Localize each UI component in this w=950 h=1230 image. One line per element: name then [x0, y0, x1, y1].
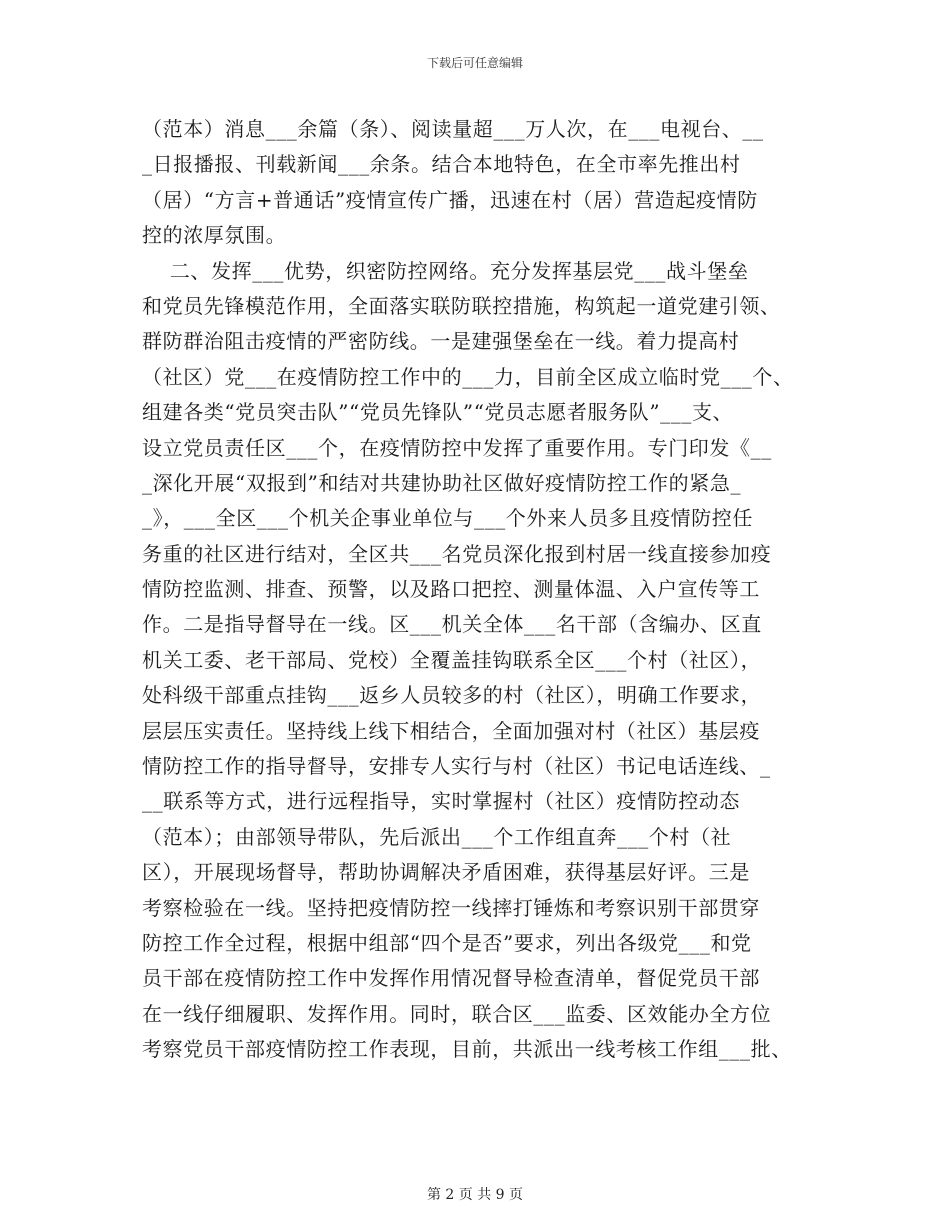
- text-line: 考察党员干部疫情防控工作表现，目前，共派出一线考核工作组___批、: [142, 1037, 792, 1062]
- text-line: 和党员先锋模范作用，全面落实联防联控措施，构筑起一道党建引领、: [142, 293, 781, 318]
- text-line: 层层压实责任。坚持线上线下相结合，全面加强对村（社区）基层疫: [142, 718, 760, 743]
- text-line: 作。二是指导督导在一线。区___机关全体___名干部（含编办、区直: [142, 612, 762, 637]
- text-line: 区），开展现场督导，帮助协调解决矛盾困难，获得基层好评。三是: [142, 860, 750, 885]
- text-line: 防控工作全过程，根据中组部“四个是否”要求，列出各级党___和党: [142, 930, 752, 955]
- text-line: （社区）党___在疫情防控工作中的___力，目前全区成立临时党___个、: [142, 364, 794, 389]
- text-line: 群防群治阻击疫情的严密防线。一是建强堡垒在一线。着力提高村: [142, 329, 740, 354]
- text-line: 设立党员责任区___个，在疫情防控中发挥了重要作用。专门印发《__: [142, 435, 772, 460]
- text-line: 员干部在疫情防控工作中发挥作用情况督导检查清单，督促党员干部: [142, 966, 760, 991]
- text-line: 在一线仔细履职、发挥作用。同时，联合区___监委、区效能办全方位: [142, 1001, 772, 1026]
- text-line: 情防控工作的指导督导，安排专人实行与村（社区）书记电话连线、_: [142, 754, 771, 779]
- text-line: （范本）；由部领导带队，先后派出___个工作组直奔___个村（社: [142, 824, 732, 849]
- text-line: 务重的社区进行结对，全区共___名党员深化报到村居一线直接参加疫: [142, 541, 772, 566]
- text-line: _》，___全区___个机关企事业单位与___个外来人员多且疫情防控任: [142, 506, 753, 531]
- text-line: 二、发挥___优势，织密防控网络。充分发挥基层党___战斗堡垒: [142, 258, 749, 283]
- text-line: 考察检验在一线。坚持把疫情防控一线摔打锤炼和考察识别干部贯穿: [142, 895, 760, 920]
- page-number: 第 2 页 共 9 页: [426, 1187, 524, 1203]
- text-line: 机关工委、老干部局、党校）全覆盖挂钩联系全区___个村（社区），: [142, 647, 762, 672]
- document-body: [142, 112, 822, 1068]
- text-line: （范本）消息___余篇（条）、阅读量超___万人次，在___电视台、__: [142, 117, 764, 141]
- text-line: 情防控监测、排查、预警，以及路口把控、测量体温、入户宣传等工: [142, 577, 760, 602]
- text-line: 处科级干部重点挂钩___返乡人员较多的村（社区），明确工作要求，: [142, 683, 762, 708]
- text-line: 组建各类“党员突击队”“党员先锋队”“党员志愿者服务队”___支、: [142, 400, 734, 425]
- text-line: _日报播报、刊载新闻___余条。结合本地特色，在全市率先推出村: [142, 152, 741, 177]
- text-line: 控的浓厚氛围。: [142, 223, 287, 248]
- text-line: _深化开展“双报到”和结对共建协助社区做好疫情防控工作的紧急_: [142, 470, 742, 495]
- page-header: 下载后可任意编辑: [426, 56, 523, 70]
- text-line: __联系等方式，进行远程指导，实时掌握村（社区）疫情防控动态: [142, 789, 740, 814]
- text-line: （居）“方言+普通话”疫情宣传广播，迅速在村（居）营造起疫情防: [142, 187, 758, 212]
